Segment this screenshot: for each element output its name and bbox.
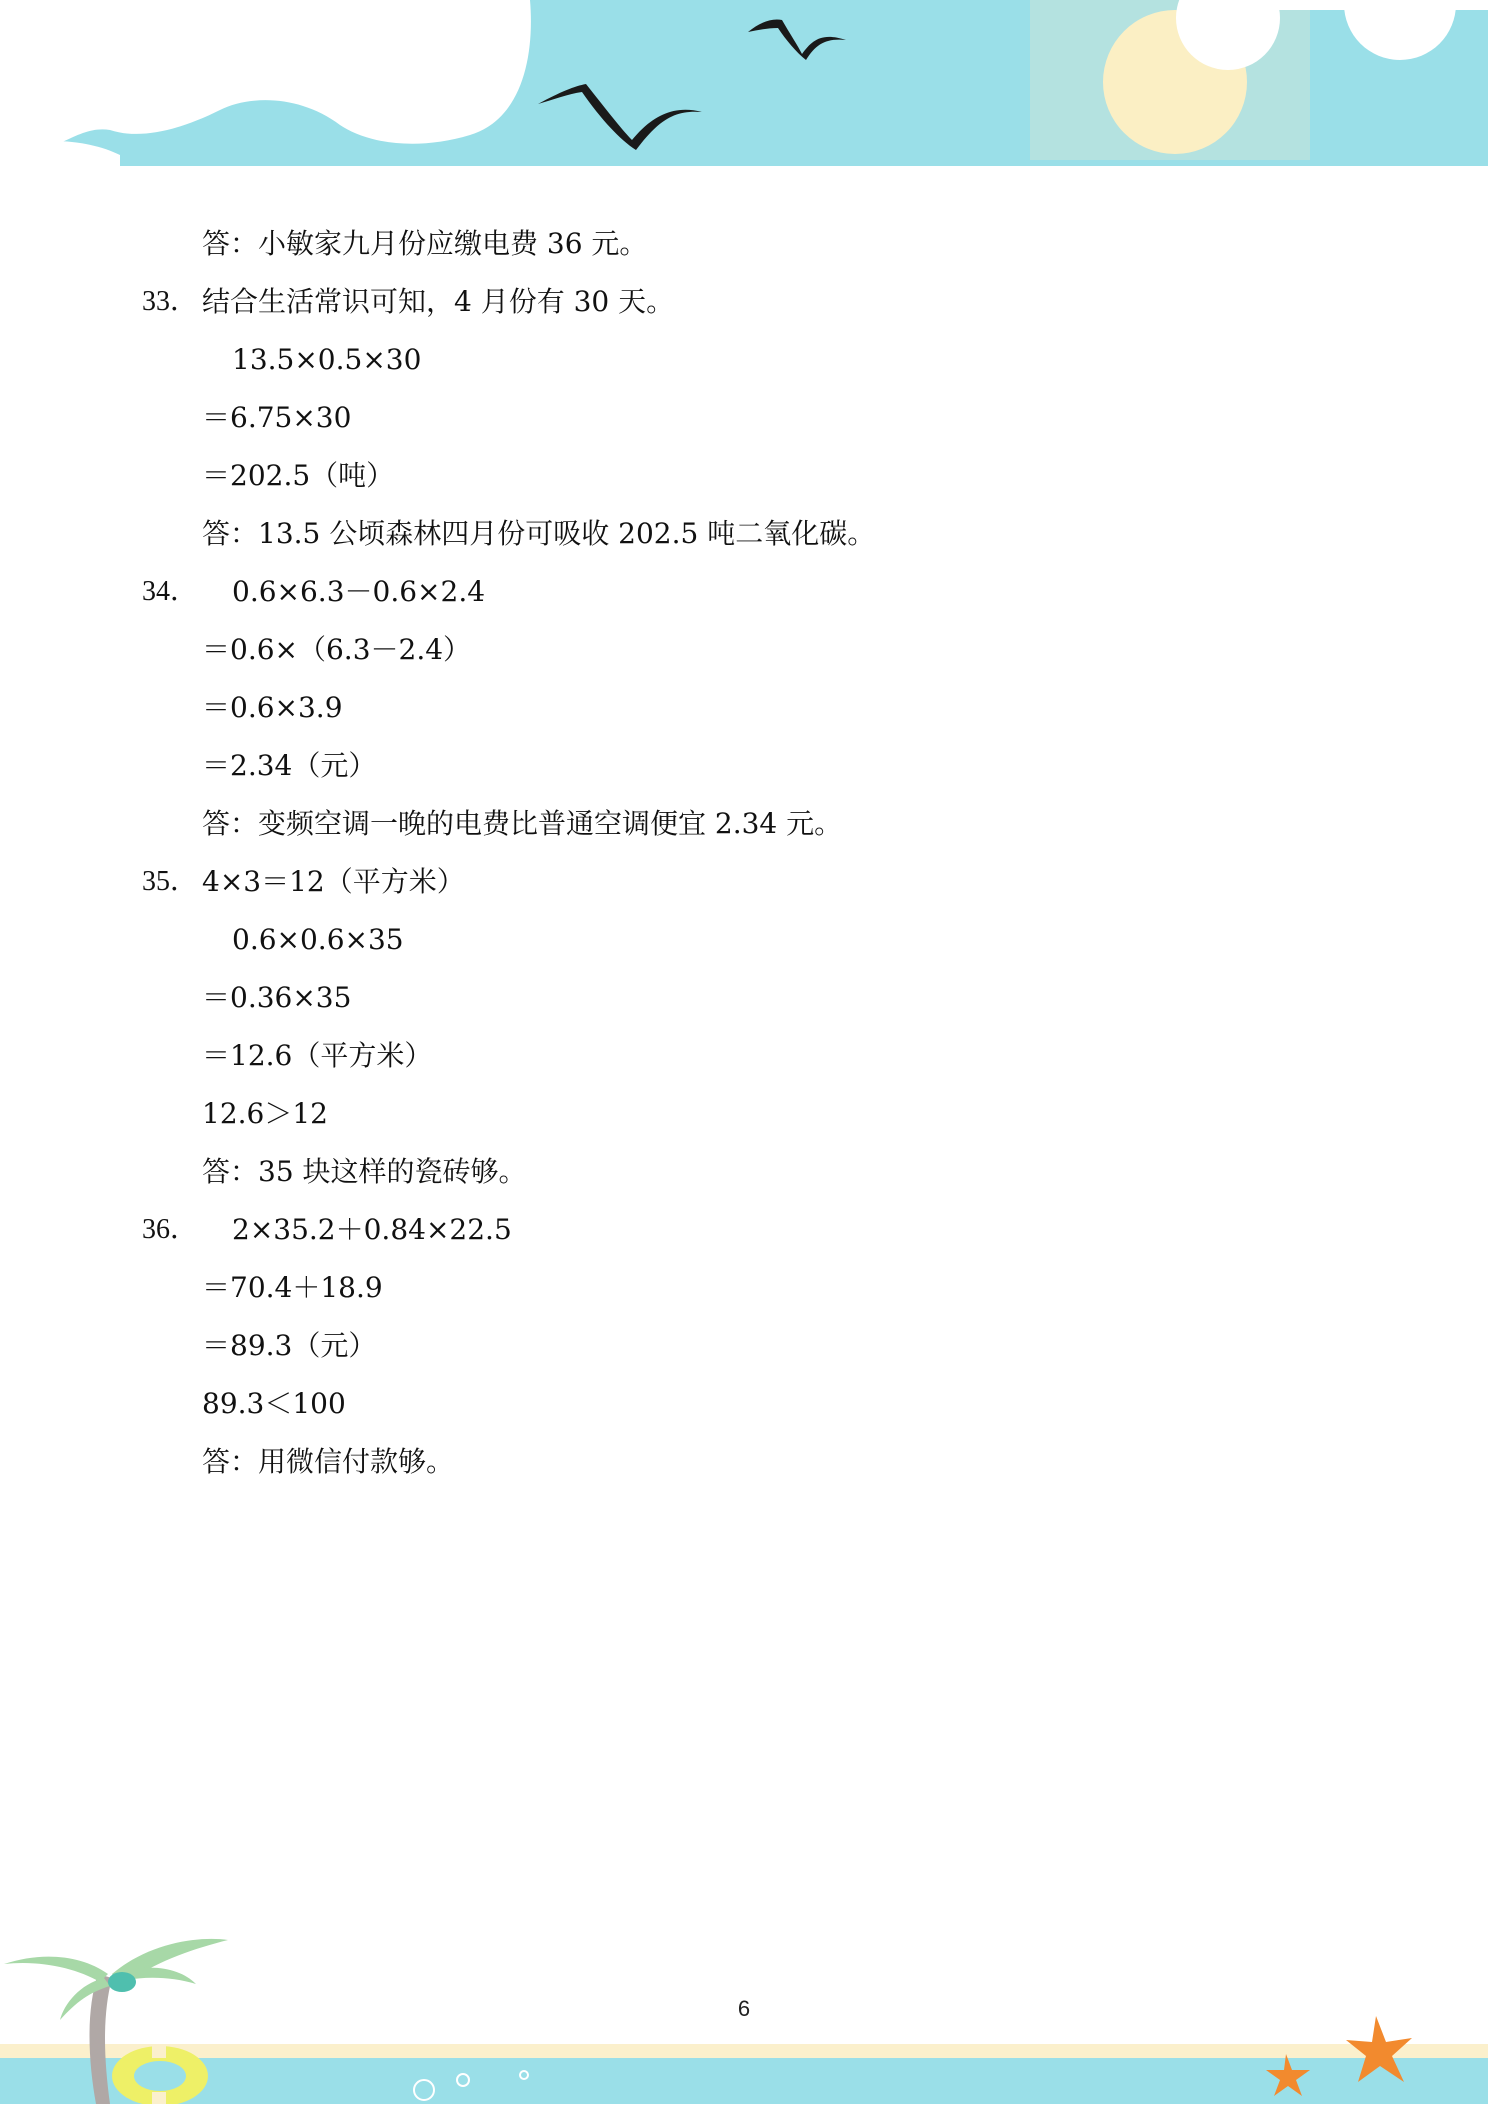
page-number: 6	[737, 1996, 751, 2021]
comparison-line: 12.6＞12	[202, 1097, 328, 1130]
answer-line: 答：35 块这样的瓷砖够。	[202, 1155, 527, 1188]
equation-line: ＝12.6（平方米）	[202, 1039, 433, 1072]
answer-line: 答：13.5 公顷森林四月份可吸收 202.5 吨二氧化碳。	[202, 517, 876, 550]
equation-line: 13.5×0.5×30	[232, 343, 422, 376]
answer-line: 结合生活常识可知，4 月份有 30 天。	[202, 285, 675, 318]
answer-line: 答：小敏家九月份应缴电费 36 元。	[202, 227, 648, 260]
equation-line: ＝0.36×35	[202, 981, 352, 1014]
comparison-line: 89.3＜100	[202, 1387, 346, 1420]
answer-line: 答：变频空调一晚的电费比普通空调便宜 2.34 元。	[202, 807, 843, 840]
equation-line: ＝6.75×30	[202, 401, 352, 434]
equation-line: ＝0.6×3.9	[202, 691, 343, 724]
equation-line: 0.6×0.6×35	[232, 923, 404, 956]
equation-line: 0.6×6.3－0.6×2.4	[232, 575, 486, 608]
equation-line: ＝0.6×（6.3－2.4）	[202, 633, 472, 666]
equation-line: 2×35.2＋0.84×22.5	[232, 1213, 512, 1246]
equation-line: ＝202.5（吨）	[202, 459, 395, 492]
problem-number: 35．	[142, 866, 199, 897]
answer-line: 答：用微信付款够。	[202, 1445, 455, 1478]
problem-number: 36．	[142, 1214, 199, 1245]
equation-line: ＝89.3（元）	[202, 1329, 377, 1362]
beach-footer-illustration	[0, 1920, 1488, 2104]
equation-line: 4×3＝12（平方米）	[202, 865, 465, 898]
problem-number: 33．	[142, 286, 199, 317]
equation-line: ＝70.4＋18.9	[202, 1271, 383, 1304]
sky-banner-illustration	[0, 0, 1488, 170]
problem-number: 34．	[142, 576, 199, 607]
equation-line: ＝2.34（元）	[202, 749, 377, 782]
swim-ring-icon	[112, 2046, 208, 2104]
